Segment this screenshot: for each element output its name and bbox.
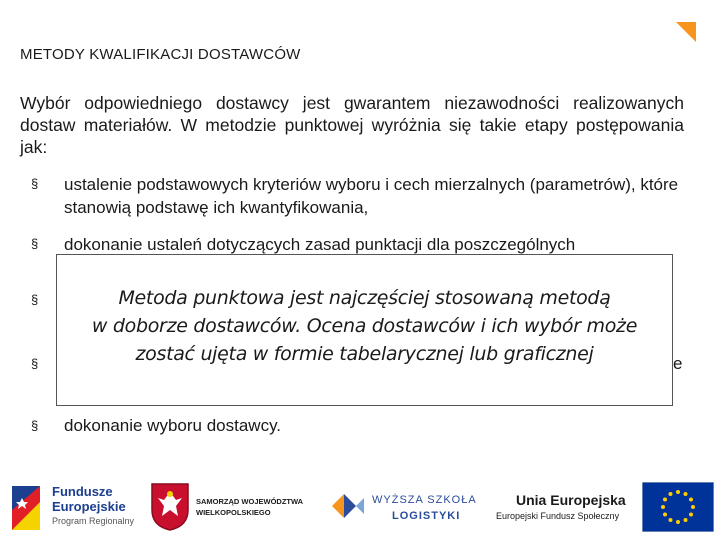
callout-text	[56, 284, 673, 368]
slide-title: METODY KWALIFIKACJI DOSTAWCÓW	[20, 46, 301, 63]
fe-logo-text	[52, 484, 134, 529]
eu-flag-icon	[642, 482, 714, 532]
callout-line: zostać ujęta w formie tabelarycznej lub graficznej	[135, 343, 594, 365]
fe-line3: Program Regionalny	[52, 516, 135, 526]
bullet-marker: §	[31, 356, 39, 371]
bullet-marker: §	[31, 176, 39, 191]
bullet-item: dokonanie wyboru dostawcy.	[64, 416, 282, 435]
coat-of-arms-icon	[150, 482, 190, 532]
bullet-marker: §	[31, 292, 39, 307]
bullet-marker: §	[31, 236, 39, 251]
wsl-logo-text	[372, 492, 477, 524]
ue-logo-text	[496, 492, 626, 521]
samorzad-line2: WIELKOPOLSKIEGO	[196, 508, 271, 517]
callout-line: w doborze dostawców. Ocena dostawców i ich wybór może	[91, 315, 638, 337]
intro-paragraph: Wybór odpowiedniego dostawcy jest gwarantem niezawodności realizowanych dostaw materiałów. W metodzie punktowej wyróżnia się takie etapy postępowania jak:	[20, 93, 684, 157]
corner-accent-triangle	[676, 22, 696, 42]
wsl-line1: WYŻSZA SZKOŁA	[372, 494, 477, 506]
bullet-item: dokonanie ustaleń dotyczących zasad punktacji dla poszczególnych	[64, 235, 576, 254]
fundusze-europejskie-logo-icon	[8, 480, 46, 534]
ue-line1: Unia Europejska	[516, 492, 626, 508]
ue-line2: Europejski Fundusz Społeczny	[496, 511, 620, 521]
bullet-marker: §	[31, 418, 39, 433]
wsl-logo-icon	[328, 488, 368, 524]
fe-line2: Europejskie	[52, 499, 126, 514]
callout-line: Metoda punktowa jest najczęściej stosowaną metodą	[118, 287, 611, 309]
partially-hidden-text: e	[673, 354, 683, 373]
samorzad-logo-text	[196, 496, 303, 518]
bullet-item: ustalenie podstawowych kryteriów wyboru i cech mierzalnych (parametrów), które stanowią podstawę ich kwantyfikowania,	[64, 175, 679, 217]
wsl-line2: LOGISTYKI	[392, 510, 461, 522]
footer-logo-bar	[0, 474, 720, 540]
samorzad-line1: SAMORZĄD WOJEWÓDZTWA	[196, 497, 304, 506]
fe-line1: Fundusze	[52, 484, 113, 499]
